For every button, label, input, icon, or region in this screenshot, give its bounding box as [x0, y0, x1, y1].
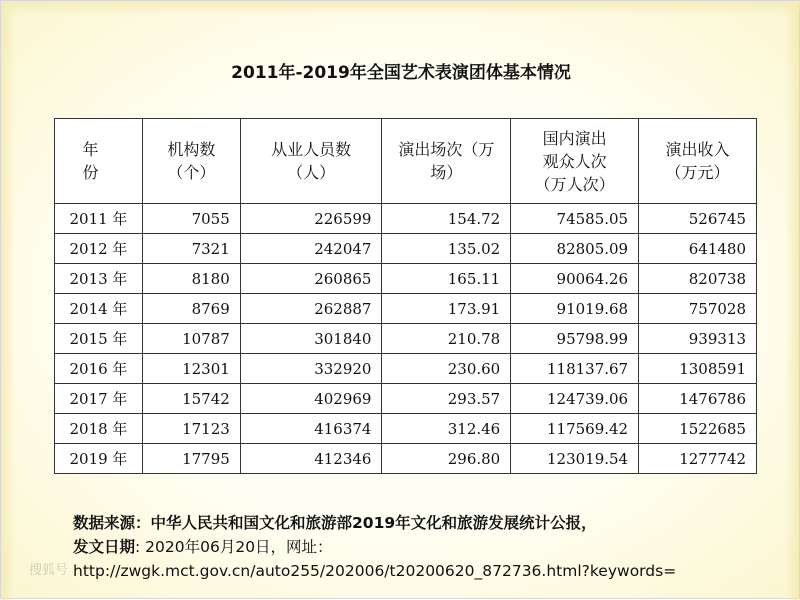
- table-cell-audience: 90064.26: [511, 264, 639, 294]
- table-cell-audience: 124739.06: [511, 384, 639, 414]
- table-cell-institutions: 17123: [142, 414, 240, 444]
- table-cell-staff: 242047: [240, 234, 382, 264]
- table-cell-staff: 301840: [240, 324, 382, 354]
- table-row: [55, 414, 757, 444]
- table-cell-performances: 173.91: [382, 294, 511, 324]
- table-cell-staff: 262887: [240, 294, 382, 324]
- year-cell: 2018 年: [55, 414, 143, 444]
- publish-date-label: 发文日期: [73, 538, 136, 556]
- column-header-line: 年 份: [82, 140, 147, 182]
- year-cell: 2015 年: [55, 324, 143, 354]
- source-note: [73, 511, 773, 583]
- table-cell-audience: 82805.09: [511, 234, 639, 264]
- table-cell-staff: 402969: [240, 384, 382, 414]
- table-cell-audience: 123019.54: [511, 444, 639, 474]
- table-cell-audience: 117569.42: [511, 414, 639, 444]
- table-cell-revenue: 1277742: [639, 444, 757, 474]
- table-cell-revenue: 1522685: [639, 414, 757, 444]
- table-row: [55, 354, 757, 384]
- year-cell: 2016 年: [55, 354, 143, 384]
- column-header-line: 从业人员数: [271, 140, 352, 159]
- table-cell-staff: 332920: [240, 354, 382, 384]
- table-cell-audience: 95798.99: [511, 324, 639, 354]
- table-cell-performances: 165.11: [382, 264, 511, 294]
- publish-date-value: : 2020年06月20日，网址：: [135, 538, 333, 556]
- column-header-performances: [382, 119, 511, 204]
- table-cell-revenue: 820738: [639, 264, 757, 294]
- publish-date-line: [73, 535, 773, 559]
- table-row: [55, 294, 757, 324]
- column-header-line: 国内演出: [542, 128, 607, 148]
- table-cell-revenue: 1308591: [639, 354, 757, 384]
- table-cell-institutions: 7055: [142, 204, 240, 234]
- table-cell-institutions: 8180: [142, 264, 240, 294]
- table-cell-performances: 293.57: [382, 384, 511, 414]
- table-row: [55, 444, 757, 474]
- table-cell-staff: 416374: [240, 414, 382, 444]
- watermark-logo: 搜狐号: [29, 563, 69, 578]
- slide-title: 2011年-2019年全国艺术表演团体基本情况: [231, 63, 571, 83]
- table-cell-institutions: 10787: [142, 324, 240, 354]
- table-cell-performances: 210.78: [382, 324, 511, 354]
- table-cell-performances: 312.46: [382, 414, 511, 444]
- column-header-line: 场）: [430, 163, 463, 182]
- table-header-row: [55, 119, 757, 204]
- year-cell: 2014 年: [55, 294, 143, 324]
- column-header-line: （个）: [167, 163, 216, 182]
- column-header-line: 演出收入: [665, 140, 730, 159]
- column-header-revenue: [639, 119, 757, 204]
- table-cell-performances: 154.72: [382, 204, 511, 234]
- table-cell-institutions: 7321: [142, 234, 240, 264]
- table-cell-audience: 91019.68: [511, 294, 639, 324]
- column-header-line: 演出场次（万: [398, 140, 495, 159]
- column-header-line: 观众人次: [542, 151, 607, 171]
- year-cell: 2012 年: [55, 234, 143, 264]
- column-header-line: （万人次）: [534, 174, 615, 194]
- slide-border-left: [1, 1, 15, 600]
- column-header-audience: [511, 119, 639, 204]
- column-header-line: 机构数: [167, 140, 216, 159]
- slide-border-right: [785, 1, 799, 600]
- slide-border-top: [1, 1, 800, 15]
- column-header-line: （万元）: [665, 163, 730, 182]
- table-cell-revenue: 1476786: [639, 384, 757, 414]
- table-cell-staff: 260865: [240, 264, 382, 294]
- column-header-year: [55, 119, 147, 204]
- table-cell-performances: 296.80: [382, 444, 511, 474]
- table-cell-performances: 230.60: [382, 354, 511, 384]
- table-row: [55, 324, 757, 354]
- table-cell-staff: 412346: [240, 444, 382, 474]
- table-cell-revenue: 526745: [639, 204, 757, 234]
- table-cell-revenue: 641480: [639, 234, 757, 264]
- table-cell-institutions: 15742: [142, 384, 240, 414]
- table-body: [55, 204, 757, 474]
- table-cell-audience: 74585.05: [511, 204, 639, 234]
- table-cell-revenue: 757028: [639, 294, 757, 324]
- column-header-institutions: [142, 119, 240, 204]
- table-row: [55, 204, 757, 234]
- table-cell-performances: 135.02: [382, 234, 511, 264]
- year-cell: 2019 年: [55, 444, 143, 474]
- statistics-table: [54, 118, 757, 474]
- column-header-staff: [240, 119, 382, 204]
- table-row: [55, 384, 757, 414]
- table-cell-audience: 118137.67: [511, 354, 639, 384]
- year-cell: 2017 年: [55, 384, 143, 414]
- year-cell: 2013 年: [55, 264, 143, 294]
- table-cell-revenue: 939313: [639, 324, 757, 354]
- table-row: [55, 234, 757, 264]
- table-cell-staff: 226599: [240, 204, 382, 234]
- table-cell-institutions: 8769: [142, 294, 240, 324]
- source-line: 数据来源：中华人民共和国文化和旅游部2019年文化和旅游发展统计公报，: [73, 514, 597, 532]
- table-row: [55, 264, 757, 294]
- table-cell-institutions: 17795: [142, 444, 240, 474]
- year-cell: 2011 年: [55, 204, 143, 234]
- source-url[interactable]: http://zwgk.mct.gov.cn/auto255/202006/t20200620_872736.html?keywords=: [73, 562, 677, 580]
- column-header-line: （人）: [287, 163, 336, 182]
- table-cell-institutions: 12301: [142, 354, 240, 384]
